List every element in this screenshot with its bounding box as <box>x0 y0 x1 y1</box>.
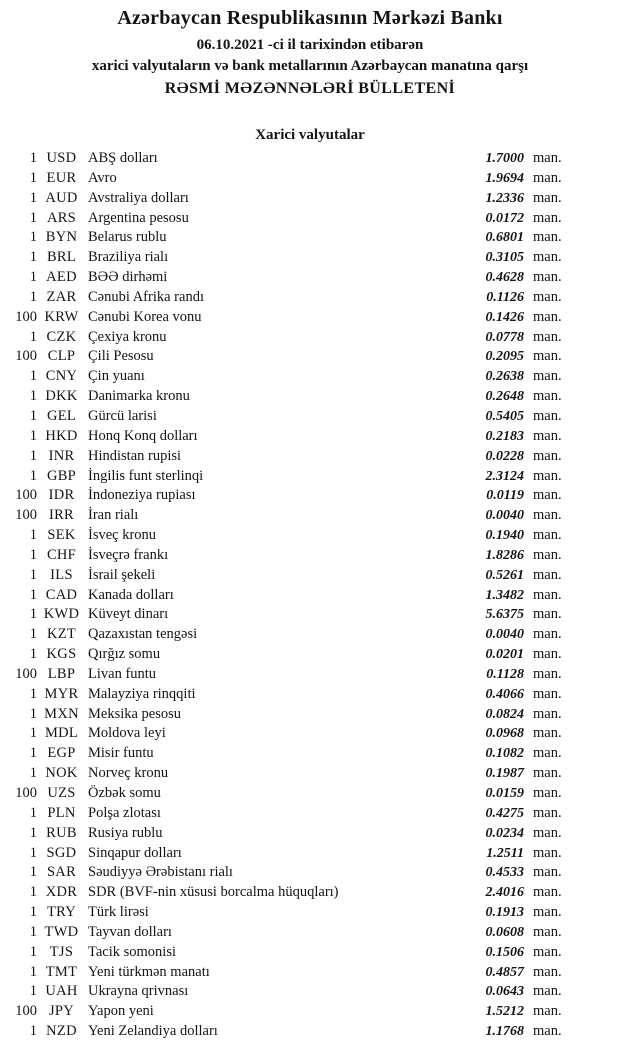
currency-quantity: 1 <box>29 407 37 424</box>
currency-code: MYR <box>44 685 79 702</box>
unit-label: man. <box>533 665 562 682</box>
currency-quantity: 1 <box>29 447 37 464</box>
currency-quantity: 1 <box>29 229 37 246</box>
unit-label: man. <box>533 546 562 563</box>
rate-row <box>0 566 578 586</box>
unit-label: man. <box>533 983 562 1000</box>
rate-value: 1.8286 <box>485 547 524 563</box>
currency-quantity: 1 <box>29 269 37 286</box>
rate-value: 1.7000 <box>485 151 524 166</box>
currency-name: Honq Konq dolları <box>88 427 198 444</box>
currency-quantity: 1 <box>29 328 37 345</box>
currency-code: JPY <box>48 1003 75 1020</box>
rate-value: 0.4066 <box>485 686 524 702</box>
unit-label: man. <box>533 229 562 246</box>
rate-value: 1.1768 <box>485 1024 524 1040</box>
rate-row <box>0 724 578 744</box>
currency-code: SEK <box>47 527 76 544</box>
currency-name: BƏƏ dirhəmi <box>88 269 168 286</box>
unit-label: man. <box>533 348 562 365</box>
rate-row <box>0 387 578 407</box>
currency-code: NZD <box>46 1023 77 1040</box>
rate-value: 0.0040 <box>485 627 524 643</box>
currency-code: CLP <box>47 348 76 365</box>
unit-label: man. <box>533 884 562 901</box>
currency-name: Küveyt dinarı <box>88 606 169 623</box>
currency-code: GEL <box>46 407 77 424</box>
currency-name: İsveç kronu <box>88 527 157 544</box>
currency-code: XDR <box>45 884 78 901</box>
currency-name: Meksika pesosu <box>88 705 182 722</box>
currency-quantity: 1 <box>29 745 37 762</box>
exchange-rates-table <box>0 149 620 1042</box>
rate-value: 0.1913 <box>485 905 524 921</box>
currency-quantity: 1 <box>29 150 37 166</box>
rate-value: 0.4275 <box>485 805 524 821</box>
currency-quantity: 1 <box>29 169 37 186</box>
rate-row <box>0 486 578 506</box>
currency-name: Gürcü larisi <box>88 407 157 424</box>
rate-row <box>0 903 578 923</box>
unit-label: man. <box>533 269 562 286</box>
unit-label: man. <box>533 804 562 821</box>
unit-label: man. <box>533 725 562 742</box>
rate-row <box>0 367 578 387</box>
currency-quantity: 1 <box>29 249 37 266</box>
unit-label: man. <box>533 527 562 544</box>
unit-label: man. <box>533 169 562 186</box>
currency-name: Norveç kronu <box>88 765 169 782</box>
currency-quantity: 1 <box>29 209 37 226</box>
currency-name: Qazaxıstan tengəsi <box>88 626 198 643</box>
currency-name: ABŞ dolları <box>88 150 158 166</box>
currency-name: Hindistan rupisi <box>88 447 182 464</box>
rate-row <box>0 248 578 268</box>
rate-row <box>0 328 578 348</box>
rate-row <box>0 506 578 526</box>
currency-name: Kanada dolları <box>88 586 174 603</box>
rate-row <box>0 963 578 983</box>
rate-value: 0.5261 <box>485 567 524 583</box>
rate-row <box>0 467 578 487</box>
currency-quantity: 1 <box>29 467 37 484</box>
currency-code: GBP <box>46 467 77 484</box>
currency-quantity: 1 <box>29 963 37 980</box>
currency-code: USD <box>46 150 77 166</box>
currency-name: Yeni türkmən manatı <box>88 963 210 980</box>
unit-label: man. <box>533 864 562 881</box>
rate-row <box>0 209 578 229</box>
unit-label: man. <box>533 407 562 424</box>
unit-label: man. <box>533 1023 562 1040</box>
currency-quantity: 1 <box>29 606 37 623</box>
currency-code: TWD <box>44 923 79 940</box>
currency-quantity: 1 <box>29 586 37 603</box>
unit-label: man. <box>533 943 562 960</box>
currency-code: BYN <box>45 229 78 246</box>
currency-code: AUD <box>45 189 78 206</box>
currency-name: Ukrayna qrivnası <box>88 983 189 1000</box>
rate-row <box>0 447 578 467</box>
rate-value: 0.1082 <box>485 746 524 762</box>
currency-code: PLN <box>47 804 76 821</box>
unit-label: man. <box>533 844 562 861</box>
rate-row <box>0 189 578 209</box>
bank-title: Azərbaycan Respublikasının Mərkəzi Bankı <box>117 7 503 29</box>
rate-row <box>0 844 578 864</box>
currency-quantity: 1 <box>29 983 37 1000</box>
unit-label: man. <box>533 288 562 305</box>
effective-date-line: 06.10.2021 -ci il tarixindən etibarən <box>196 37 424 53</box>
rate-value: 1.5212 <box>485 1004 524 1020</box>
rate-value: 0.1128 <box>486 666 524 682</box>
rate-value: 0.0040 <box>485 508 524 524</box>
rate-row <box>0 347 578 367</box>
currency-name: İran rialı <box>88 507 139 524</box>
currency-name: Danimarka kronu <box>88 388 190 405</box>
currency-quantity: 1 <box>29 923 37 940</box>
currency-code: DKK <box>45 388 78 405</box>
currency-code: MDL <box>44 725 79 742</box>
currency-code: CNY <box>45 368 78 385</box>
rate-row <box>0 705 578 725</box>
currency-code: HKD <box>45 427 78 444</box>
unit-label: man. <box>533 963 562 980</box>
rate-value: 2.4016 <box>485 885 524 901</box>
rate-row <box>0 883 578 903</box>
rate-value: 0.2638 <box>485 369 524 385</box>
unit-label: man. <box>533 1003 562 1020</box>
currency-quantity: 1 <box>29 189 37 206</box>
currency-name: Argentina pesosu <box>88 209 189 226</box>
rate-row <box>0 804 578 824</box>
currency-code: CHF <box>46 546 77 563</box>
currency-name: İsrail şekeli <box>88 566 156 583</box>
currency-name: Qırğız somu <box>88 646 161 663</box>
unit-label: man. <box>533 189 562 206</box>
currency-name: İsveçrə frankı <box>88 546 169 563</box>
unit-label: man. <box>533 249 562 266</box>
currency-code: KZT <box>46 626 77 643</box>
currency-quantity: 1 <box>29 368 37 385</box>
rate-row <box>0 982 578 1002</box>
rate-value: 0.0824 <box>485 706 524 722</box>
rate-value: 0.1126 <box>486 289 524 305</box>
currency-code: MXN <box>44 705 79 722</box>
currency-code: KWD <box>43 606 80 623</box>
rate-row <box>0 546 578 566</box>
rate-row <box>0 943 578 963</box>
currency-code: ILS <box>50 566 73 583</box>
currency-code: KGS <box>46 646 77 663</box>
unit-label: man. <box>533 745 562 762</box>
currency-quantity: 1 <box>29 864 37 881</box>
rate-row <box>0 645 578 665</box>
currency-quantity: 1 <box>29 427 37 444</box>
rate-value: 1.9694 <box>485 170 524 186</box>
currency-code: AED <box>46 269 77 286</box>
currency-name: Tayvan dolları <box>88 923 172 940</box>
currency-quantity: 1 <box>29 804 37 821</box>
rate-value: 1.2336 <box>485 190 524 206</box>
rate-row <box>0 863 578 883</box>
currency-quantity: 100 <box>15 308 37 325</box>
rate-value: 1.3482 <box>485 587 524 603</box>
unit-label: man. <box>533 368 562 385</box>
currency-name: Cənubi Korea vonu <box>88 308 202 325</box>
currency-code: ARS <box>46 209 77 226</box>
currency-code: TRY <box>46 904 77 921</box>
rate-value: 0.4857 <box>485 964 524 980</box>
rate-row <box>0 427 578 447</box>
currency-code: INR <box>48 447 75 464</box>
unit-label: man. <box>533 487 562 504</box>
currency-name: Misir funtu <box>88 745 154 762</box>
currency-quantity: 1 <box>29 943 37 960</box>
rate-value: 5.6375 <box>485 607 524 623</box>
subject-line: xarici valyutaların və bank metallarının Azərbaycan manatına qarşı <box>91 58 529 74</box>
unit-label: man. <box>533 765 562 782</box>
currency-code: UZS <box>47 785 76 801</box>
rate-value: 0.1940 <box>485 528 524 544</box>
rate-row <box>0 923 578 943</box>
rate-value: 0.2095 <box>485 349 524 365</box>
rate-row <box>0 1022 578 1042</box>
rate-value: 0.6801 <box>485 230 524 246</box>
unit-label: man. <box>533 447 562 464</box>
rate-value: 0.3105 <box>485 250 524 266</box>
currency-name: Malayziya rinqqiti <box>88 685 196 702</box>
currency-quantity: 100 <box>15 348 37 365</box>
currency-quantity: 1 <box>29 288 37 305</box>
currency-code: EUR <box>46 169 77 186</box>
unit-label: man. <box>533 705 562 722</box>
unit-label: man. <box>533 646 562 663</box>
section-title-foreign-currencies: Xarici valyutalar <box>255 127 365 143</box>
currency-quantity: 100 <box>15 665 37 682</box>
rate-value: 0.0119 <box>486 488 524 504</box>
rate-row <box>0 685 578 705</box>
currency-quantity: 1 <box>29 904 37 921</box>
currency-name: SDR (BVF-nin xüsusi borcalma hüquqları) <box>88 884 339 901</box>
currency-quantity: 1 <box>29 566 37 583</box>
rate-row <box>0 228 578 248</box>
unit-label: man. <box>533 824 562 841</box>
currency-quantity: 1 <box>29 725 37 742</box>
currency-quantity: 1 <box>29 765 37 782</box>
currency-code: BRL <box>46 249 77 266</box>
currency-name: Moldova leyi <box>88 725 166 742</box>
currency-name: Özbək somu <box>88 785 161 801</box>
rate-value: 2.3124 <box>485 468 524 484</box>
rate-value: 0.0968 <box>485 726 524 742</box>
unit-label: man. <box>533 785 562 801</box>
rate-row <box>0 665 578 685</box>
currency-name: Yapon yeni <box>88 1003 154 1020</box>
rate-row <box>0 308 578 328</box>
rate-row <box>0 1002 578 1022</box>
currency-code: RUB <box>46 824 77 841</box>
rate-value: 0.1426 <box>485 309 524 325</box>
currency-name: Livan funtu <box>88 665 157 682</box>
rate-value: 0.0159 <box>485 786 524 801</box>
rate-value: 0.2648 <box>485 389 524 405</box>
rate-row <box>0 288 578 308</box>
rate-value: 0.1987 <box>485 766 524 782</box>
currency-code: ZAR <box>46 288 77 305</box>
currency-quantity: 1 <box>29 1023 37 1040</box>
rate-value: 0.0228 <box>485 448 524 464</box>
unit-label: man. <box>533 566 562 583</box>
bulletin-title: RƏSMİ MƏZƏNNƏLƏRİ BÜLLETENİ <box>164 80 456 97</box>
currency-code: CAD <box>45 586 78 603</box>
currency-code: KRW <box>44 308 79 325</box>
currency-quantity: 1 <box>29 626 37 643</box>
rate-value: 0.0608 <box>485 924 524 940</box>
unit-label: man. <box>533 507 562 524</box>
currency-code: SAR <box>46 864 77 881</box>
currency-name: Avstraliya dolları <box>88 189 189 206</box>
currency-code: LBP <box>47 665 76 682</box>
currency-quantity: 1 <box>29 884 37 901</box>
currency-name: Braziliya rialı <box>88 249 169 266</box>
unit-label: man. <box>533 586 562 603</box>
currency-name: Sinqapur dolları <box>88 844 182 861</box>
currency-name: Cənubi Afrika randı <box>88 288 204 305</box>
rate-row <box>0 268 578 288</box>
currency-name: Çexiya kronu <box>88 328 167 345</box>
rate-row <box>0 824 578 844</box>
unit-label: man. <box>533 427 562 444</box>
rate-row <box>0 625 578 645</box>
rate-row <box>0 407 578 427</box>
currency-quantity: 100 <box>15 1003 37 1020</box>
currency-quantity: 1 <box>29 824 37 841</box>
rate-value: 0.0778 <box>485 329 524 345</box>
currency-name: Çili Pesosu <box>88 348 154 365</box>
currency-name: Çin yuanı <box>88 368 145 385</box>
unit-label: man. <box>533 904 562 921</box>
currency-name: Belarus rublu <box>88 229 167 246</box>
currency-name: Rusiya rublu <box>88 824 163 841</box>
unit-label: man. <box>533 626 562 643</box>
unit-label: man. <box>533 308 562 325</box>
unit-label: man. <box>533 685 562 702</box>
currency-name: Yeni Zelandiya dolları <box>88 1023 218 1040</box>
currency-code: EGP <box>47 745 76 762</box>
currency-name: İngilis funt sterlinqi <box>88 467 204 484</box>
rate-value: 0.4628 <box>485 270 524 286</box>
rate-row <box>0 149 578 169</box>
rate-value: 1.2511 <box>486 845 524 861</box>
unit-label: man. <box>533 209 562 226</box>
rate-row <box>0 784 578 804</box>
unit-label: man. <box>533 467 562 484</box>
currency-quantity: 1 <box>29 705 37 722</box>
bulletin-header <box>0 0 620 98</box>
currency-code: TMT <box>45 963 78 980</box>
currency-name: Türk lirəsi <box>88 904 149 921</box>
rate-value: 0.0172 <box>485 210 524 226</box>
rate-value: 0.0643 <box>485 984 524 1000</box>
rate-value: 0.1506 <box>485 944 524 960</box>
rate-row <box>0 586 578 606</box>
currency-quantity: 1 <box>29 685 37 702</box>
currency-code: UAH <box>45 983 78 1000</box>
currency-quantity: 100 <box>15 487 37 504</box>
rate-row <box>0 526 578 546</box>
unit-label: man. <box>533 606 562 623</box>
currency-code: TJS <box>49 943 74 960</box>
currency-code: IDR <box>48 487 75 504</box>
currency-code: CZK <box>46 328 77 345</box>
currency-quantity: 100 <box>15 507 37 524</box>
currency-name: Tacik somonisi <box>88 943 176 960</box>
currency-code: IRR <box>48 507 75 524</box>
currency-name: Polşa zlotası <box>88 804 161 821</box>
currency-code: NOK <box>45 765 78 782</box>
currency-quantity: 1 <box>29 388 37 405</box>
unit-label: man. <box>533 923 562 940</box>
unit-label: man. <box>533 388 562 405</box>
rate-row <box>0 169 578 189</box>
rate-row <box>0 764 578 784</box>
currency-quantity: 1 <box>29 546 37 563</box>
currency-name: Avro <box>88 169 117 186</box>
currency-code: SGD <box>46 844 77 861</box>
rate-row <box>0 605 578 625</box>
rate-value: 0.5405 <box>485 408 524 424</box>
currency-quantity: 1 <box>29 844 37 861</box>
rate-value: 0.4533 <box>485 865 524 881</box>
rate-row <box>0 744 578 764</box>
unit-label: man. <box>533 328 562 345</box>
unit-label: man. <box>533 150 562 166</box>
rate-value: 0.0234 <box>485 825 524 841</box>
rate-value: 0.0201 <box>485 647 524 663</box>
currency-quantity: 1 <box>29 646 37 663</box>
currency-name: İndoneziya rupiası <box>88 487 196 504</box>
rate-value: 0.2183 <box>485 428 524 444</box>
currency-quantity: 100 <box>15 785 37 801</box>
currency-quantity: 1 <box>29 527 37 544</box>
currency-name: Səudiyyə Ərəbistanı rialı <box>88 864 233 881</box>
